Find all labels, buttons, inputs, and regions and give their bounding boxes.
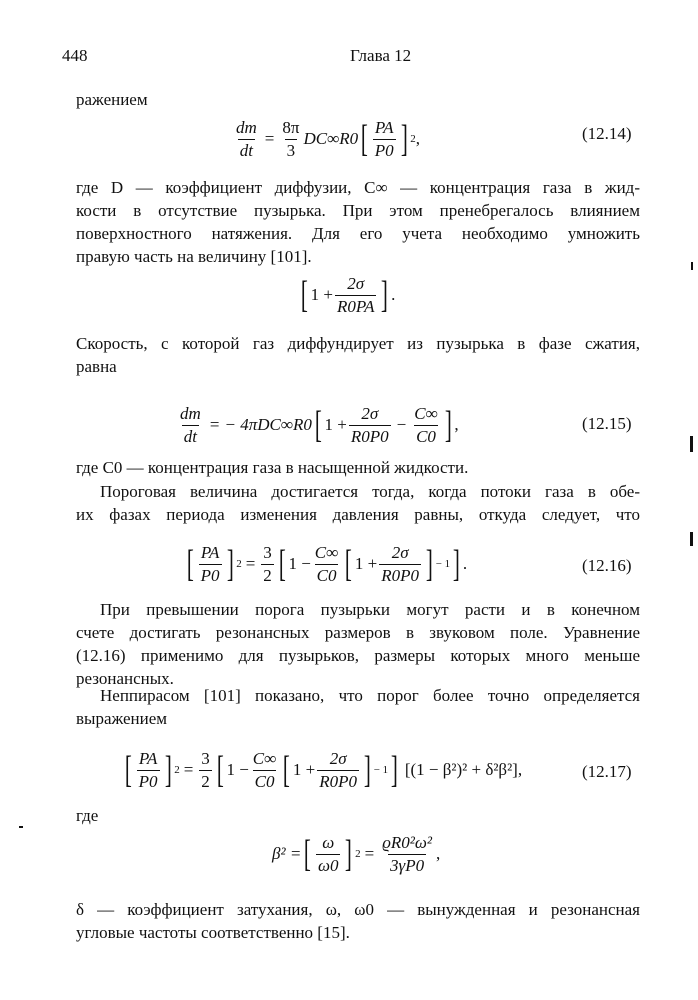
paragraph: где D — коэффициент диффузии, C∞ — концентрация газа в жид- кости в отсутствие пузырька. При этом пренебрегалось влиянием поверхностного натяжения. Для его учета необходимо умножить правую часть на величину [101]. — [76, 178, 640, 266]
chapter-title: Глава 12 — [350, 46, 412, 65]
paragraph: где C0 — концентрация газа в насыщенной жидкости. — [76, 458, 469, 477]
scan-mark — [690, 436, 693, 452]
equation-correction-factor: [ 1 + $\frac{2\sigma}{R0PA}$ ] . — [300, 273, 396, 316]
scan-mark — [19, 826, 23, 828]
paragraph: Пороговая величина достигается тогда, когда потоки газа в обе- их фазах периода изменения давления равны, откуда следует, что — [76, 482, 640, 524]
equation-number: (12.16) — [582, 556, 632, 575]
page-number: 448 — [62, 46, 88, 65]
scan-mark — [690, 532, 693, 546]
equation-number: (12.14) — [582, 124, 632, 143]
equation-12-14: $\frac{dm}{dt}$ = $\frac{8\pi}{3}$ DC∞R0 [ $\frac{PA}{P0}$ ] 2 , — [236, 117, 421, 160]
equation-number: (12.17) — [582, 762, 632, 781]
equation-12-15: $\frac{dm}{dt}$ = − 4πDC∞R0 [ 1 + $\frac{2\sigma}{R0P0}$ − $\frac{C\infty}{C0}$ ] , — [180, 403, 459, 446]
paragraph-fragment: ражением — [76, 90, 148, 109]
paragraph: При превышении порога пузырьки могут расти и в конечном счете достигать резонансных размеров в звуковом поле. Уравнение (12.16) применимо для пузырьков, размеры которых много меньше резонансных. — [76, 600, 640, 688]
equation-beta: β² = [ $\frac{\omega}{\omega 0}$ ] 2 = $\frac{\text{ϱR0²ω²}}{3\gamma P0}$ , — [272, 832, 441, 875]
equation-12-16: [ $\frac{PA}{P0}$ ] 2 = $\frac{3}{2}$ [ 1 − $\frac{C\infty}{C0}$ [ 1 + $\frac{2\sigma}{R0P0}$ ] − 1 ] . — [186, 542, 468, 585]
paragraph: Скорость, с которой газ диффундирует из пузырька в фазе сжатия, равна — [76, 334, 640, 376]
paragraph: Неппирасом [101] показано, что порог более точно определяется выражением — [76, 686, 640, 728]
paragraph: δ — коэффициент затухания, ω, ω0 — вынужденная и резонансная угловые частоты соответственно [15]. — [76, 900, 640, 942]
scan-mark — [691, 262, 693, 270]
paragraph-fragment: где — [76, 806, 99, 825]
equation-number: (12.15) — [582, 414, 632, 433]
equation-12-17: [ $\frac{PA}{P0}$ ] 2 = $\frac{3}{2}$ [ 1 − $\frac{C\infty}{C0}$ [ 1 + $\frac{2\sigma}{R0P0}$ ] − 1 ] [(1 − β²)² + δ²β²], — [124, 748, 523, 791]
